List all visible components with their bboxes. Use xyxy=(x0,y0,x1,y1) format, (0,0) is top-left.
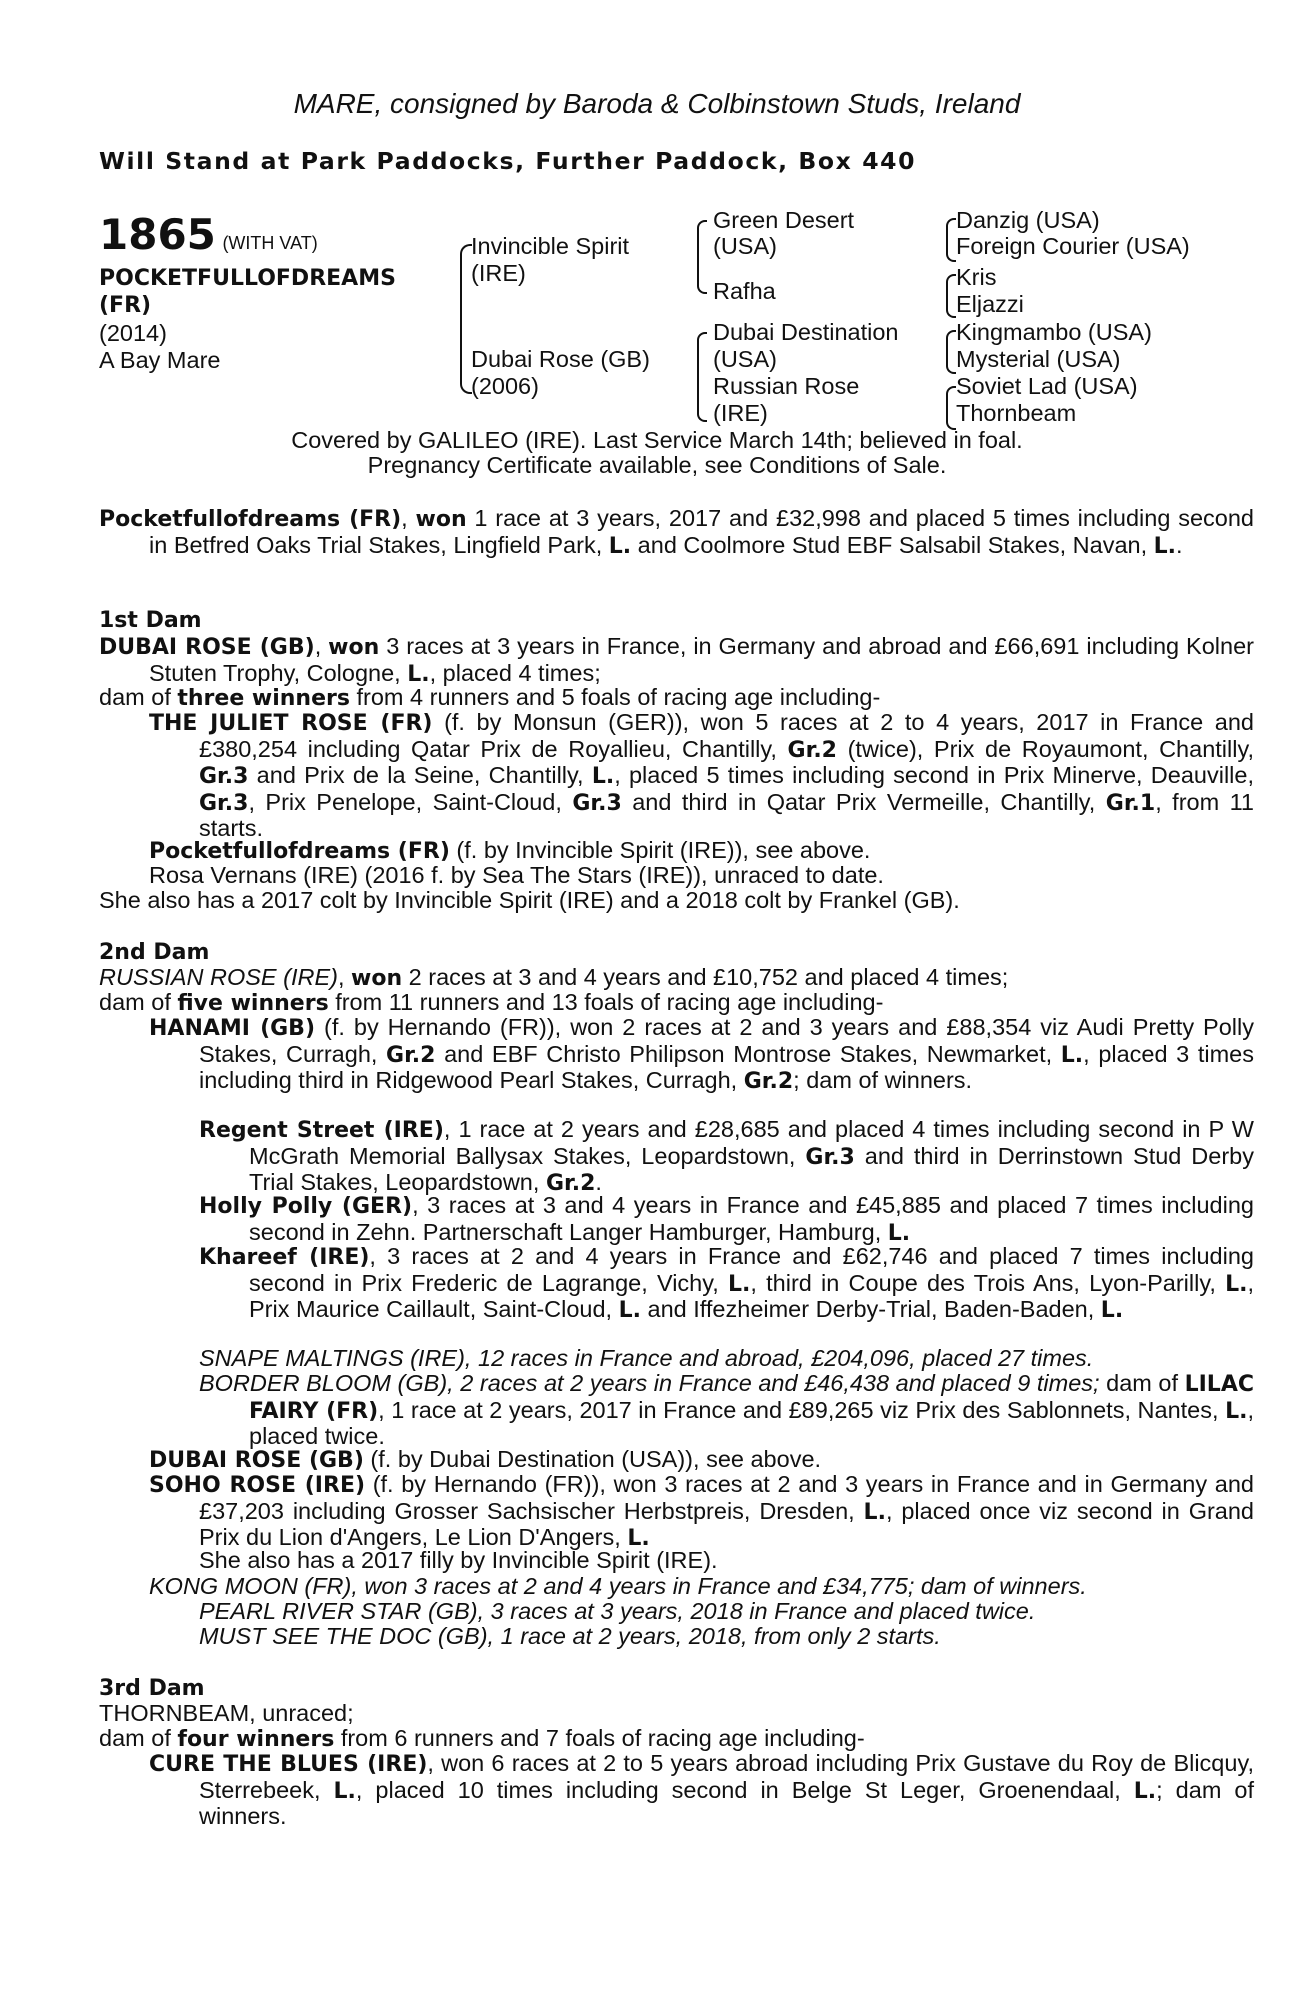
first-dam-produce-line xyxy=(99,685,880,712)
third-dam-winners: four winners xyxy=(177,1727,335,1752)
pedigree-brace-gen3-a xyxy=(946,218,956,262)
text: from 6 runners and 7 foals of racing age including- xyxy=(334,1725,865,1751)
listed: L. xyxy=(591,764,615,789)
sire-dam: Rafha xyxy=(713,278,776,304)
text: and EBF Christo Philipson Montrose Stakes, Newmarket, xyxy=(435,1040,1061,1067)
hanami-name: HANAMI (GB) xyxy=(149,1016,316,1041)
listed: L. xyxy=(728,1271,751,1297)
grade: Gr.3 xyxy=(199,790,249,816)
stand-location: Will Stand at Park Paddocks, Further Paddock, Box 440 xyxy=(99,147,917,175)
pedigree-brace-gen3-c xyxy=(946,330,956,374)
pocket-entry xyxy=(149,838,870,865)
grade: Gr.3 xyxy=(572,790,622,816)
lilac-fairy-name: LILAC FAIRY (FR) xyxy=(249,1372,1254,1424)
dubai-rose-name: DUBAI ROSE (GB) xyxy=(149,1448,364,1473)
lot-name-country: (FR) xyxy=(99,293,152,318)
listed: L. xyxy=(1225,1398,1248,1424)
khareef-name: Khareef (IRE) xyxy=(199,1245,370,1270)
gen3-dsd: Mysterial (USA) xyxy=(956,346,1121,372)
text: (f. by Dubai Destination (USA)), see above. xyxy=(363,1446,822,1472)
text: , 1 race at 2 years, 2017 in France and £89,265 viz Prix des Sablonnets, Nantes, xyxy=(378,1396,1226,1423)
covering-line-2: Pregnancy Certificate available, see Conditions of Sale. xyxy=(367,452,947,478)
dam-sire-country: (USA) xyxy=(713,346,777,372)
intro-text-2: and Coolmore Stud EBF Salsabil Stakes, Navan, xyxy=(631,531,1154,558)
listed: L. xyxy=(1133,1778,1157,1804)
lot-number-line xyxy=(99,212,318,266)
snape-maltings-entry: SNAPE MALTINGS (IRE), 12 races in France and abroad, £204,096, placed 27 times. xyxy=(199,1345,1094,1371)
text: and third in Qatar Prix Vermeille, Chantilly, xyxy=(621,788,1106,815)
gen3-ssd: Foreign Courier (USA) xyxy=(956,233,1190,259)
dubai-rose-entry xyxy=(149,1447,821,1474)
border-name: BORDER BLOOM (GB) xyxy=(199,1370,448,1396)
second-dam-name: RUSSIAN ROSE (IRE) xyxy=(99,964,338,990)
dam-sire: Dubai Destination xyxy=(713,319,899,345)
listed: L. xyxy=(1225,1271,1248,1297)
must-see-entry: MUST SEE THE DOC (GB), 1 race at 2 years, 2018, from only 2 starts. xyxy=(199,1623,941,1649)
text: , placed 3 times including third in Ridgewood Pearl Stakes, Curragh, xyxy=(199,1040,1255,1093)
third-dam-name: THORNBEAM, unraced; xyxy=(99,1700,354,1726)
text: 2 races at 3 and 4 years and £10,752 and placed 4 times; xyxy=(402,964,1009,990)
cure-the-blues-entry xyxy=(149,1751,1254,1830)
grade: Gr.2 xyxy=(787,737,837,763)
text: , won 6 races at 2 to 5 years abroad including Prix Gustave du Roy de Blicquy, Sterrebeek, xyxy=(199,1750,1254,1803)
first-dam-winners: three winners xyxy=(177,686,350,711)
intro-listed-2: L. xyxy=(1153,533,1177,559)
won: won xyxy=(351,966,403,991)
pocket-name: Pocketfullofdreams (FR) xyxy=(149,839,450,864)
text: , placed twice. xyxy=(249,1396,1254,1449)
khareef-entry xyxy=(199,1244,1254,1324)
text: ; dam of winners. xyxy=(793,1067,973,1093)
sire-name: Invincible Spirit xyxy=(471,233,630,259)
text: (f. by Hernando (FR)), won 3 races at 2 and 3 years in France and in Germany and £37,203 including Grosser Sachsischer Herbstpreis, Dresden, xyxy=(199,1471,1254,1524)
text: , Prix Penelope, Saint-Cloud, xyxy=(248,788,573,815)
first-dam-paragraph: DUBAI ROSE (GB), won 3 races at 3 years in France, in Germany and abroad and £66,691 including Kolner Stuten Trophy, Cologne, L., placed 4 times; xyxy=(99,633,1254,687)
listed: L. xyxy=(863,1499,886,1525)
dam-dam-country: (IRE) xyxy=(713,400,768,426)
hanami-entry xyxy=(149,1015,1254,1095)
gen3-dss: Kingmambo (USA) xyxy=(956,319,1152,345)
third-dam-heading: 3rd Dam xyxy=(99,1676,205,1701)
text: , 3 races at 2 and 4 years in France and £62,746 and placed 7 times including second in Prix Frederic de Lagrange, Vichy, xyxy=(249,1243,1254,1296)
pearl-river-entry: PEARL RIVER STAR (GB), 3 races at 3 years, 2018 in France and placed twice. xyxy=(199,1598,1036,1624)
covering-line-1: Covered by GALILEO (IRE). Last Service March 14th; believed in foal. xyxy=(291,427,1023,453)
text: dam of xyxy=(1106,1370,1185,1396)
juliet-rose-entry xyxy=(149,710,1254,842)
intro-listed-1: L. xyxy=(608,533,632,559)
second-dam-heading: 2nd Dam xyxy=(99,940,210,965)
pedigree-brace-gen2-dam xyxy=(697,332,707,422)
text: (f. by Monsun (GER)), won 5 races at 2 to 4 years, 2017 in France and £380,254 including Qatar Prix de Royallieu, Chantilly, xyxy=(199,709,1254,762)
text: (f. by Hernando (FR)), won 2 races at 2 and 3 years and £88,354 viz Audi Pretty Polly Stakes, Curragh, xyxy=(199,1014,1254,1067)
regent-name: Regent Street (IRE) xyxy=(199,1118,444,1143)
vat-note: (WITH VAT) xyxy=(222,233,318,253)
text: and Prix de la Seine, Chantilly, xyxy=(248,762,592,788)
text: , placed 10 times including second in Belge St Leger, Groenendaal, xyxy=(355,1776,1134,1803)
border-bloom-entry xyxy=(199,1371,1254,1450)
listed: L. xyxy=(333,1778,356,1804)
pedigree-brace-gen3-d xyxy=(946,386,956,430)
grade: Gr.2 xyxy=(545,1171,596,1196)
first-dam-text: 3 races at 3 years in France, in Germany and abroad and £66,691 including Kolner Stuten Trophy, Cologne, xyxy=(149,633,1254,686)
pedigree-brace-gen3-b xyxy=(946,274,956,318)
text: (twice), Prix de Royaumont, Chantilly, xyxy=(836,735,1254,762)
text: , from 11 starts. xyxy=(199,788,1254,841)
listed: L. xyxy=(627,1526,650,1551)
third-dam-produce-line xyxy=(99,1726,865,1753)
gen3-sss: Danzig (USA) xyxy=(956,207,1100,233)
dam-name: Dubai Rose (GB) xyxy=(471,346,650,372)
listed: L. xyxy=(618,1298,641,1323)
text: , third in Coupe des Trois Ans, Lyon-Parilly, xyxy=(750,1269,1226,1296)
text: and third in Derrinstown Stud Derby Trial Stakes, Leopardstown, xyxy=(249,1142,1254,1195)
kong-moon-entry: KONG MOON (FR), won 3 races at 2 and 4 years in France and £34,775; dam of winners. xyxy=(149,1573,1087,1599)
text: from 11 runners and 13 foals of racing age including- xyxy=(328,989,884,1015)
gen3-dds: Soviet Lad (USA) xyxy=(956,373,1138,399)
text: ; dam of winners. xyxy=(199,1776,1254,1829)
regent-street-entry xyxy=(199,1117,1254,1197)
dam-year: (2006) xyxy=(471,373,539,399)
lot-year: (2014) xyxy=(99,320,167,346)
text: , placed 5 times including second in Prix Minerve, Deauville, xyxy=(614,762,1255,788)
text: dam of xyxy=(99,1725,178,1751)
intro-name: Pocketfullofdreams (FR) xyxy=(99,507,402,532)
first-dam-heading: 1st Dam xyxy=(99,608,202,633)
first-dam-also: She also has a 2017 colt by Invincible Spirit (IRE) and a 2018 colt by Frankel (GB). xyxy=(99,887,960,913)
grade: Gr.3 xyxy=(199,764,249,789)
grade: Gr.3 xyxy=(805,1144,855,1170)
text: , 3 races at 3 and 4 years in France and £45,885 and placed 7 times including second in Zehn. Partnerschaft Langer Hamburger, Hamburg, xyxy=(249,1192,1254,1245)
sire-sire-country: (USA) xyxy=(713,233,777,259)
intro-won: won xyxy=(415,507,467,532)
gen3-sdd: Eljazzi xyxy=(956,291,1024,317)
gen3-ddd: Thornbeam xyxy=(956,400,1077,426)
grade: Gr.2 xyxy=(386,1042,436,1068)
cure-name: CURE THE BLUES (IRE) xyxy=(149,1752,428,1777)
sire-sire: Green Desert xyxy=(713,207,855,233)
text: , placed once viz second in Grand Prix du Lion d'Angers, Le Lion D'Angers, xyxy=(199,1497,1255,1550)
pedigree-brace-gen2-sire xyxy=(697,220,707,294)
first-dam-won: won xyxy=(328,635,380,660)
grade: Gr.1 xyxy=(1105,790,1156,816)
second-dam-winners: five winners xyxy=(177,991,329,1016)
lot-description: A Bay Mare xyxy=(99,347,221,373)
text: . xyxy=(595,1169,602,1195)
sire-country: (IRE) xyxy=(471,260,526,286)
text: and Iffezheimer Derby-Trial, Baden-Baden, xyxy=(641,1296,1101,1322)
text: , 1 race at 2 years and £28,685 and placed 4 times including second in P W McGrath Memorial Ballysax Stakes, Leopardstown, xyxy=(249,1116,1254,1169)
juliet-rose-name: THE JULIET ROSE (FR) xyxy=(149,711,433,736)
intro-text: 1 race at 3 years, 2017 and £32,998 and placed 5 times including second in Betfred Oaks Trial Stakes, Lingfield Park, xyxy=(149,505,1254,558)
listed: L. xyxy=(1060,1042,1084,1068)
listed: L. xyxy=(1100,1298,1124,1323)
text: dam of xyxy=(99,989,178,1015)
soho-also: She also has a 2017 filly by Invincible Spirit (IRE). xyxy=(199,1547,718,1573)
listed: L. xyxy=(887,1220,911,1246)
intro-paragraph: Pocketfullofdreams (FR), won 1 race at 3 years, 2017 and £32,998 and placed 5 times including second in Betfred Oaks Trial Stakes, Lingfield Park, L. and Coolmore Stud EBF Salsabil Stakes, Navan, L.. xyxy=(99,505,1254,559)
rosa-entry: Rosa Vernans (IRE) (2016 f. by Sea The Stars (IRE)), unraced to date. xyxy=(149,862,884,888)
grade: Gr.2 xyxy=(743,1069,794,1094)
dam-dam: Russian Rose xyxy=(713,373,860,399)
soho-name: SOHO ROSE (IRE) xyxy=(149,1473,366,1498)
text: , Prix Maurice Caillault, Saint-Cloud, xyxy=(249,1269,1254,1322)
second-dam-line: RUSSIAN ROSE (IRE), won 2 races at 3 and 4 years and £10,752 and placed 4 times; xyxy=(99,964,1009,991)
lot-number: 1865 xyxy=(99,210,216,259)
lot-name: POCKETFULLOFDREAMS xyxy=(99,266,396,291)
gen3-sds: Kris xyxy=(956,264,997,290)
first-dam-name: DUBAI ROSE (GB) xyxy=(99,635,315,660)
text: , 2 races at 2 years in France and £46,438 and placed 9 times; xyxy=(447,1370,1100,1396)
soho-rose-entry xyxy=(149,1472,1254,1552)
text: from 4 runners and 5 foals of racing age including- xyxy=(349,684,881,710)
consignor-line: MARE, consigned by Baroda & Colbinstown Studs, Ireland xyxy=(293,88,1021,119)
holly-name: Holly Polly (GER) xyxy=(199,1194,413,1219)
text: dam of xyxy=(99,684,178,710)
text: (f. by Invincible Spirit (IRE)), see above. xyxy=(449,837,871,863)
second-dam-produce-line xyxy=(99,990,883,1017)
first-dam-text-2: , placed 4 times; xyxy=(429,659,601,686)
holly-polly-entry xyxy=(199,1193,1254,1246)
first-dam-listed: L. xyxy=(407,661,430,687)
intro-end: . xyxy=(1176,531,1183,558)
